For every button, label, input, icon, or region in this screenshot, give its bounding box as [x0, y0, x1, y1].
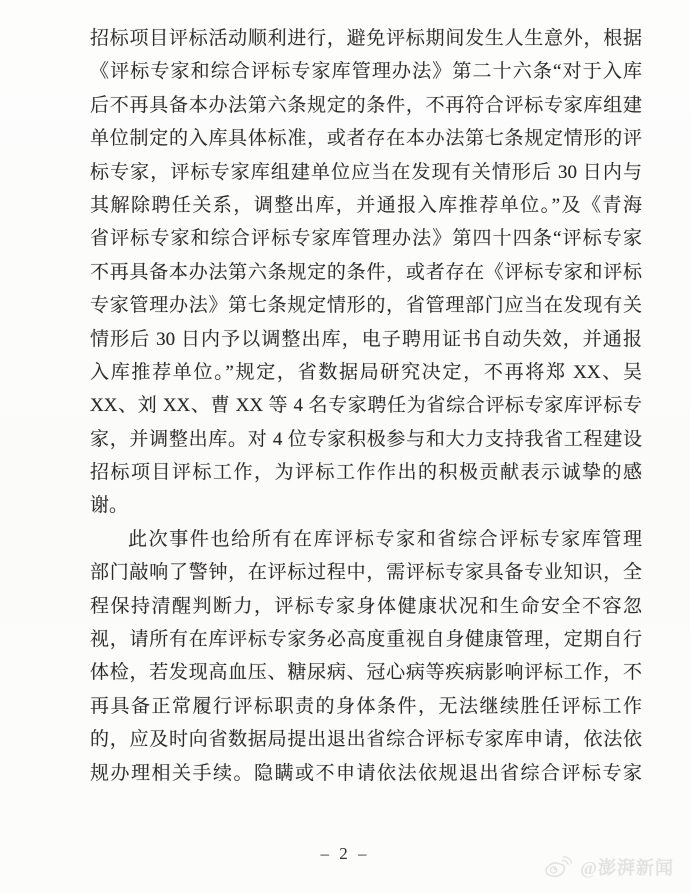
document-line: 《评标专家和综合评标专家库管理办法》第二十六条“对于入库 — [90, 61, 642, 83]
watermark-text: @澎湃新闻 — [580, 858, 674, 878]
paragraph-1 — [90, 22, 642, 523]
watermark — [543, 854, 674, 880]
document-line: 其解除聘任关系，调整出库，并通报入库推荐单位。”及《青海 — [90, 194, 642, 216]
document-line: 家，并调整出库。对 4 位专家积极参与和大力支持我省工程建设 — [90, 428, 642, 450]
document-line: 部门敲响了警钟，在评标过程中，需评标专家具备专业知识，全 — [90, 562, 642, 584]
document-line: 谢。 — [90, 495, 129, 517]
page-number: – 2 – — [320, 844, 370, 863]
document-line: 再具备正常履行评标职责的身体条件，无法继续胜任评标工作 — [90, 695, 642, 717]
document-line: 标专家，评标专家库组建单位应当在发现有关情形后 30 日内与 — [90, 161, 642, 183]
document-line: 后不再具备本办法第六条规定的条件，不再符合评标专家库组建 — [90, 94, 642, 116]
document-line: 专家管理办法》第七条规定情形的，省管理部门应当在发现有关 — [90, 295, 642, 317]
document-line: 体检，若发现高血压、糖尿病、冠心病等疾病影响评标工作，不 — [90, 662, 642, 684]
document-line: 情形后 30 日内予以调整出库，电子聘用证书自动失效，并通报 — [90, 328, 642, 350]
document-body-text — [90, 22, 642, 790]
document-line: 此次事件也给所有在库评标专家和省综合评标专家库管理 — [128, 528, 642, 550]
document-line: 的，应及时向省数据局提出退出省综合评标专家库申请，依法依 — [90, 729, 642, 751]
paragraph-2 — [90, 523, 642, 790]
document-line: 招标项目评标工作，为评标工作作出的积极贡献表示诚挚的感 — [90, 462, 642, 484]
weibo-logo-icon — [543, 855, 573, 879]
document-line: 单位制定的入库具体标准，或者存在本办法第七条规定情形的评 — [90, 128, 642, 150]
document-line: 省评标专家和综合评标专家库管理办法》第四十四条“评标专家 — [90, 228, 642, 250]
document-line: 规办理相关手续。隐瞒或不申请依法依规退出省综合评标专家 — [90, 762, 642, 784]
document-line: 入库推荐单位。”规定，省数据局研究决定，不再将郑 XX、吴 — [90, 361, 642, 383]
document-line: 程保持清醒判断力，评标专家身体健康状况和生命安全不容忽 — [90, 595, 642, 617]
document-line: 不再具备本办法第六条规定的条件，或者存在《评标专家和评标 — [90, 261, 642, 283]
document-line: XX、刘 XX、曹 XX 等 4 名专家聘任为省综合评标专家库评标专 — [90, 395, 642, 417]
document-line: 招标项目评标活动顺利进行，避免评标期间发生人生意外，根据 — [90, 28, 642, 49]
document-line: 视，请所有在库评标专家务必高度重视自身健康管理，定期自行 — [90, 629, 642, 651]
